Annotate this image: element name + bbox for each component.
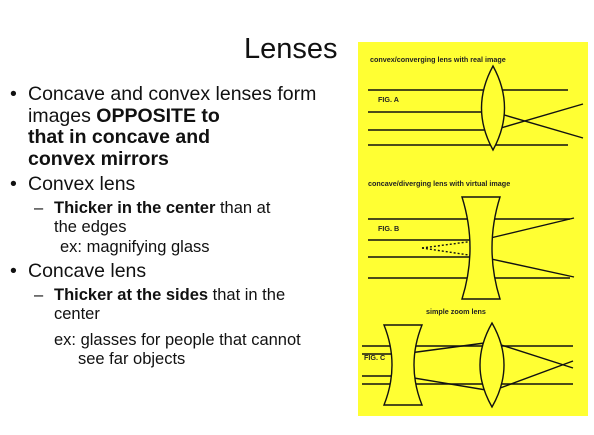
bullet-bold-line: convex mirrors [28,147,169,170]
label-fig-c: FIG. C [364,353,386,362]
bullet-dot: • [10,173,17,195]
subbullet-line: the edges [54,218,127,236]
bullet-bold-line: that in concave and [28,126,211,148]
bullet-opposite-images [8,84,348,170]
lens-diagram [358,42,588,416]
caption-fig-a: convex/converging lens with real image [370,55,506,64]
subbullet-line: center [54,305,100,323]
bullet-label: Convex lens [28,173,136,195]
bullet-bold: OPPOSITE to [96,104,220,127]
bullet-label: Concave lens [28,260,147,282]
subbullet-bold: Thicker in the center [54,198,216,217]
lens-diagram-svg [358,42,588,416]
caption-fig-c: simple zoom lens [426,307,486,316]
slide-title: Lenses [244,33,338,65]
subbullet-text: that in the [208,285,286,304]
caption-fig-b: concave/diverging lens with virtual image [368,179,511,188]
bullet-dot: • [10,260,17,282]
label-fig-a: FIG. A [378,95,399,104]
subbullet-example: see far objects [78,350,186,368]
bullet-concave-lens [8,261,348,283]
label-fig-b: FIG. B [378,224,400,233]
bullet-dot: • [10,83,17,105]
bullet-text: Concave and convex lenses form images [28,83,317,127]
subbullet-bold: Thicker at the sides [54,285,209,304]
subbullet-dash: – [34,285,44,304]
subbullet-example: ex: glasses for people that cannot [54,330,301,349]
subbullet-concave [8,286,348,370]
bullet-convex-lens [8,174,348,196]
subbullet-text: than at [215,198,271,217]
subbullet-convex [8,199,348,258]
subbullet-example: ex: magnifying glass [60,237,210,256]
subbullet-dash: – [34,198,44,217]
bullet-list [8,84,348,370]
